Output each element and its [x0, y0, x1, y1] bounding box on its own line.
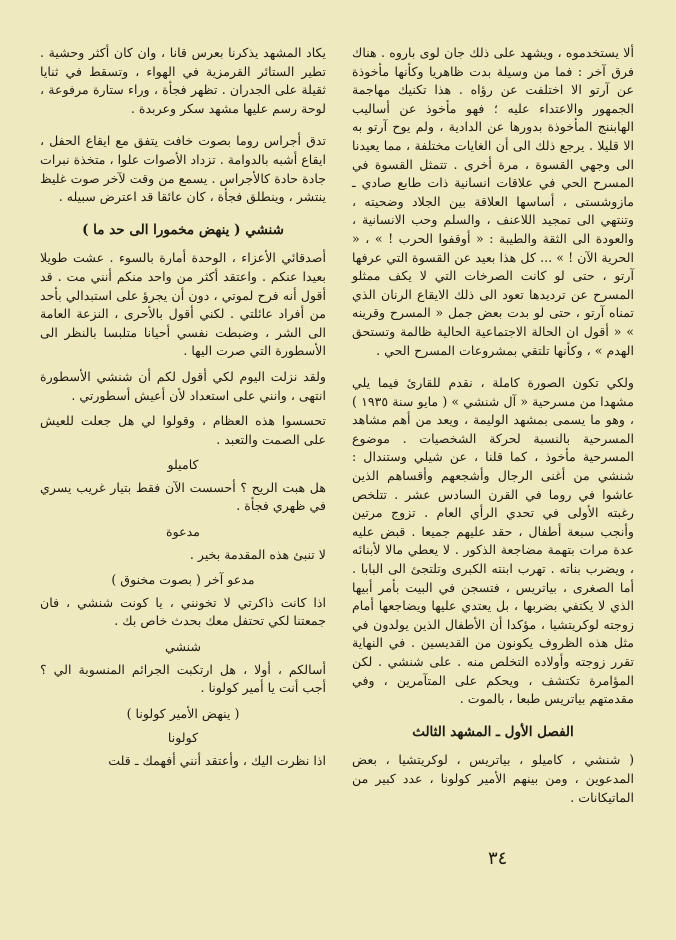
camillo-line: هل هبت الريح ؟ أحسست الآن فقط بتيار غريب يسري في ظهري فجأة . [40, 479, 326, 514]
paragraph-rome-bells: تدق أجراس روما بصوت خافت يتفق مع ايقاع الحفل ، ايقاع أشبه بالدوامة . تزداد الأصوات علوا ، متخذة نبرات جادة حادة كالأجراس . يسمع من وقت لآخر صوت غليظ ينتشر ، وينطلق فجأة ، كان عائقا قد اعترض سبيله . [40, 133, 326, 205]
scene-heading: الفصل الأول ـ المشهد الثالث [412, 723, 574, 740]
paragraph-artaud-cruelty: ألا يستخدموه ، ويشهد على ذلك جان لوى باروه . هناك فرق آخر : فما من وسيلة بدت ظاهريا وكأنها مأخوذة عن آرتو الا اختلفت عن رؤاه . هذا تكنيك مهاجمة الجمهور والاعتداء عليه ؛ فهو مأخوذ عن أساليب الهابننج المأخوذة بدورها عن الدادية ، ولم يوح آرتو به الا قليلا . يرجع ذلك الى أن الغايات مختلفة ، مما يعيدنا الى وجهي القسوة ، مرة أخرى . تتمثل القسوة في المسرح الحي في علاقات انسانية ذات طابع صادي ـ مازوشستى ، أساسها العلاقة بين الجلاد وضحيته ، وتنتهي الى تمجيد اللاعنف ، والسلم وحب الانسانية ، والعودة الى الثقة والطيبة : « أوقفوا الحرب ! » ، « الحرية الآن ! » ... كل هذا بعيد عن القسوة التي عرفها آرتو ، حتى لو كانت الصرخات التي لا يكف ممثلو المسرح عن ترديدها تعود الى ذلك الايقاع الرنان الذي تمناه آرتو ، حتى لو بدت بعض جمل « المسرح وقرينه » « أقول ان الحالة الاجتماعية الحالية ظالمة وتستحق الهدم » ، وكأنها تلتقي بمشروعات المسرح الحي . [352, 45, 634, 358]
right-column [352, 44, 634, 814]
paragraph-cenci-summary: ولكي تكون الصورة كاملة ، نقدم للقارئ فيما يلي مشهدا من مسرحية « آل شنشي » ( مايو سنة ١٩٣٥ ) ، وهو ما يسمى بمشهد الوليمة ، ويعد من أهم مشاهد المسرحية بالنسبة لحركة الشخصيات . موضوع المسرحية مأخوذ ، كما قلنا ، عن شيلي وستندال : شنشي من أغنى الرجال وأشجعهم وأقساهم الذين عاشوا في روما في القرن السادس عشر . تتلخص رغبته الأولى في تحدي الرأي العام . تزوج مرتين وأنجب سبعة أطفال ، حقد عليهم جميعا . قبض عليه عدة مرات بتهمة مضاجعة الذكور . لا يعطي مالا لأبنائه ، ويضرب بناته . تهرب ابنته الكبرى وتلتجئ الى البابا . أما الصغرى ، بياتريس ، فتسجن في البيت بأمر أبيها الذي لا يكتفي بضربها ، بل يعتدي عليها ويضاجعها أمام زوجته لوكريتشيا ، مؤكدا أن الأطفال الذين يولدون في مثل هذه الظروف يكونون من القديسين . في النهاية تقرر زوجته وأولاده التخلص منه . على شنشي . لكن المؤامرة تكتشف ، ويحكم على المتآمرين ، وفي مقدمتهم بياتريس طبعا ، بالموت . [352, 375, 634, 707]
colonna-line: اذا نظرت اليك ، وأعتقد أنني أفهمك ـ قلت [108, 753, 326, 768]
speaker-guest: مدعوة [166, 524, 200, 540]
cenci-speech-2: ولقد نزلت اليوم لكي أقول لكم أن شنشي الأسطورة انتهى ، وانني على استعداد لأن أعيش أسطورتي . [40, 368, 326, 403]
speaker-colonna: كولونا [167, 730, 199, 746]
stage-colonna-rises: ( ينهض الأمير كولونا ) [126, 705, 240, 721]
speaker-other-guest: مدعو آخر ( بصوت مخنوق ) [111, 572, 255, 588]
guest-line: لا تنبئ هذه المقدمة بخير . [189, 546, 326, 562]
other-guest-line: اذا كانت ذاكرتي لا تخونني ، يا كونت شنشي ، فان جمعتنا لكي تحتفل معك بحدث خاص بك . [40, 594, 326, 629]
stage-direction-characters: ( شنشي ، كاميلو ، بياتريس ، لوكريتشيا ، بعض المدعوين ، ومن بينهم الأمير كولونا ، عدد كبير من الماتيكانات . [352, 752, 634, 805]
cenci-speech-1: أصدقائي الأعزاء ، الوحدة أمارة بالسوء . عشت طويلا بعيدا عنكم . واعتقد أكثر من واحد منكم أنني مت . قد أقول أنه فرح لموتي ، دون أن يجرؤ على استبدالي بأحد من أفراد عائلتي . لكني أقول بالأحرى ، النزعة العامة الى الشر ، وضبطت نفسي أحيانا متلبسا بالنظر الى الأسطورة التي صرت اليها . [40, 250, 326, 359]
left-column [40, 44, 326, 778]
page-number: ٣٤ [488, 848, 508, 869]
cenci-rises-heading: شنشي ( ينهض مخمورا الى حد ما ) [82, 221, 284, 238]
cenci-line: أسالكم ، أولا ، هل ارتكبت الجرائم المنسوبة الي ؟ أجب أنت يا أمير كولونا . [40, 661, 326, 696]
paragraph-cana-wedding: يكاد المشهد يذكرنا بعرس قانا ، وان كان أكثر وحشية . تطير الستائر القرمزية في الهواء ، وتسقط في ثنايا ثقيلة على الجدران . تظهر فجأة ، وراء ستارة مرفوعة ، لوحة رسم عليها مشهد سكر وعربدة . [40, 45, 326, 116]
speaker-camillo: كاميلو [167, 457, 199, 473]
cenci-speech-3: تحسسوا هذه العظام ، وقولوا لي هل جعلت للعيش على الصمت والتعبد . [40, 413, 326, 447]
speaker-cenci: شنشي [164, 639, 202, 655]
